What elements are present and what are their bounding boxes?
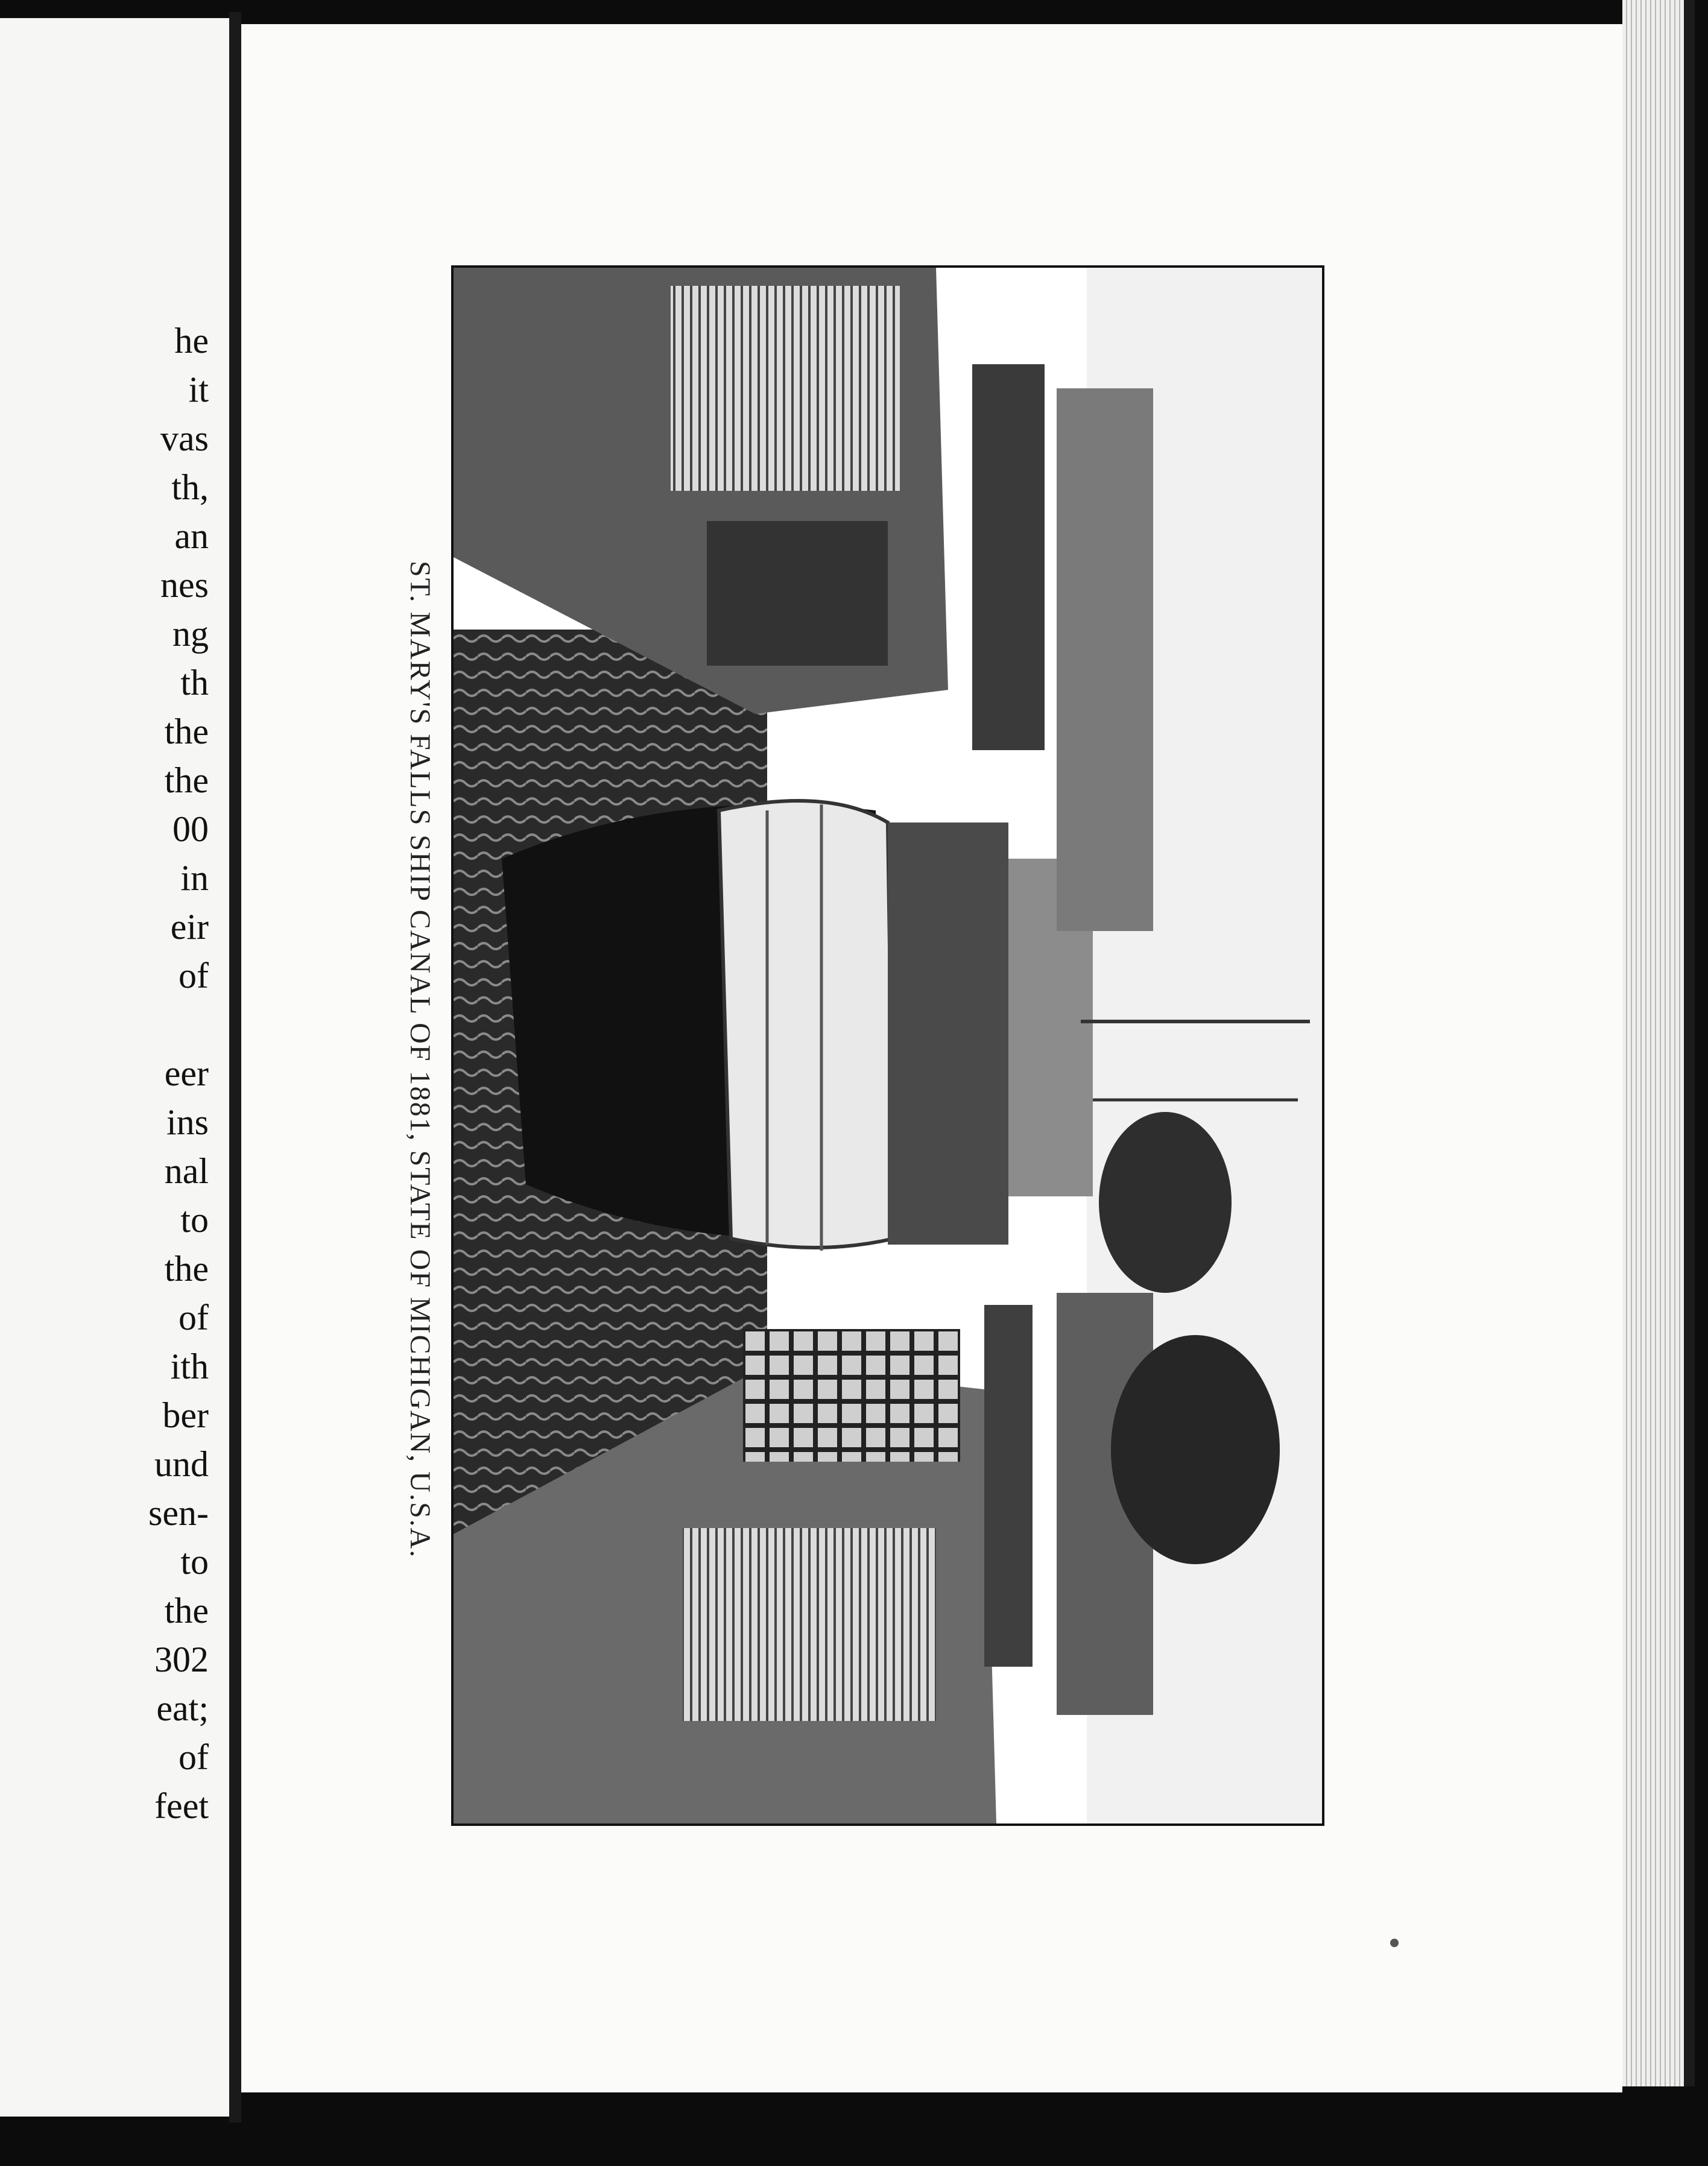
left-page-line: it bbox=[188, 370, 209, 409]
left-page-line: to bbox=[180, 1542, 209, 1582]
left-page-line: eat; bbox=[156, 1688, 209, 1728]
left-page-line: the bbox=[164, 712, 209, 751]
left-page-line: in bbox=[180, 858, 209, 898]
left-page-line: th bbox=[180, 663, 209, 703]
left-page-line: nes bbox=[160, 565, 209, 605]
left-page-line: 302 bbox=[154, 1640, 209, 1679]
canal-photograph bbox=[454, 268, 1322, 1823]
left-page-line: feet bbox=[154, 1786, 209, 1826]
left-page-line: vas bbox=[160, 418, 209, 458]
speck-mark bbox=[1390, 1939, 1399, 1947]
plate-caption: ST. MARY'S FALLS SHIP CANAL OF 1881, STATE OF MICHIGAN, U.S.A. bbox=[404, 561, 436, 1559]
left-page-line: eer bbox=[164, 1053, 209, 1093]
left-page-line: the bbox=[164, 1249, 209, 1289]
left-page bbox=[0, 18, 233, 2117]
left-page-line: ber bbox=[162, 1395, 209, 1435]
left-page-line: to bbox=[180, 1200, 209, 1240]
photo-plate bbox=[451, 265, 1324, 1826]
left-page-line: ng bbox=[172, 614, 209, 654]
left-page-line: of bbox=[179, 1298, 209, 1337]
left-page-line: the bbox=[164, 1591, 209, 1631]
left-page-line: ith bbox=[170, 1347, 209, 1386]
left-page-line: und bbox=[154, 1444, 209, 1484]
left-page-line: 00 bbox=[172, 809, 209, 849]
left-page-line: eir bbox=[170, 907, 209, 947]
left-page-line: sen- bbox=[148, 1493, 209, 1533]
left-page-line: an bbox=[174, 516, 209, 556]
book-gutter bbox=[229, 12, 241, 2123]
left-page-line: of bbox=[179, 1737, 209, 1777]
left-page-line: nal bbox=[164, 1151, 209, 1191]
left-page-line: th, bbox=[171, 467, 209, 507]
left-page-line: of bbox=[179, 956, 209, 996]
left-page-line: the bbox=[164, 760, 209, 800]
left-page-line: ins bbox=[166, 1102, 209, 1142]
page-edges bbox=[1622, 0, 1695, 2086]
left-page-line: he bbox=[174, 321, 209, 361]
